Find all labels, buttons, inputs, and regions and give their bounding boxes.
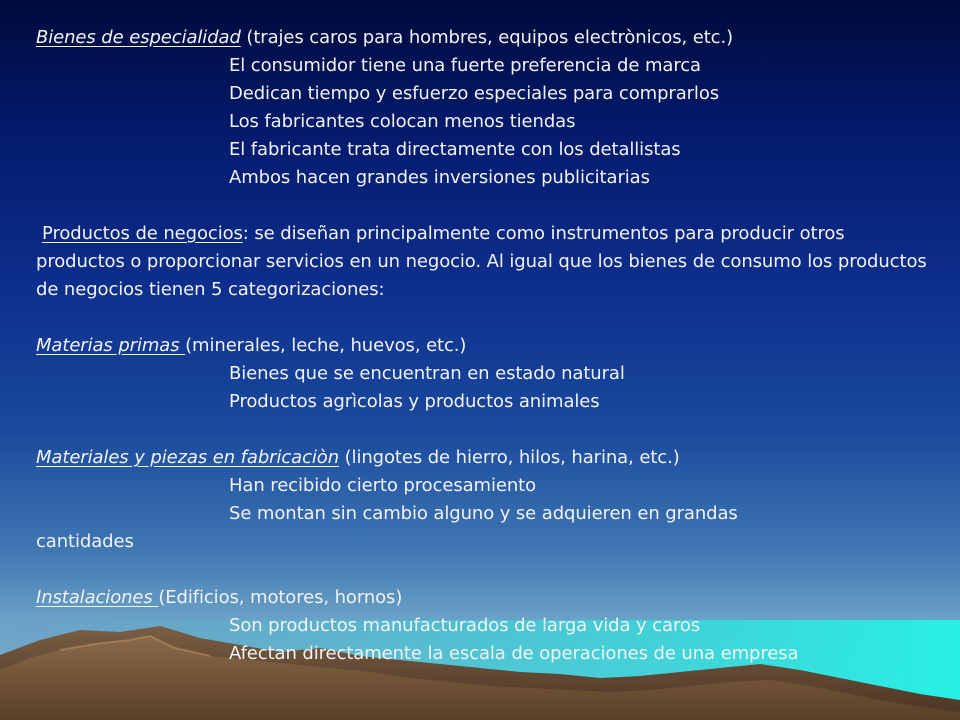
negocios-definition: : se diseñan principalmente como instrumentos para producir otros productos o proporcionar servicios en un negocio. Al igual que los bienes de consumo los productos de negocios tienen 5 categorizaciones: (36, 223, 927, 300)
negocios-term: Productos de negocios (42, 223, 243, 244)
instalaciones-item-2: Afectan directamente la escala de operaciones de una empresa (229, 643, 799, 664)
instalaciones-item-1: Son productos manufacturados de larga vida y caros (229, 615, 701, 636)
especialidad-item-5: Ambos hacen grandes inversiones publicitarias (229, 167, 650, 188)
spacer (36, 416, 936, 444)
slide-content (36, 24, 936, 668)
especialidad-item-3: Los fabricantes colocan menos tiendas (229, 111, 576, 132)
instalaciones-heading (36, 584, 936, 612)
spacer (36, 556, 936, 584)
especialidad-term: Bienes de especialidad (36, 27, 241, 48)
spacer (36, 192, 936, 220)
materias-item-1: Bienes que se encuentran en estado natural (229, 363, 625, 384)
instalaciones-examples: (Edificios, motores, hornos) (158, 587, 403, 608)
materias-item-2: Productos agrìcolas y productos animales (229, 391, 600, 412)
especialidad-item-2: Dedican tiempo y esfuerzo especiales para comprarlos (229, 83, 720, 104)
materiales-term: Materiales y piezas en fabricaciòn (36, 447, 339, 468)
instalaciones-term: Instalaciones (36, 587, 159, 608)
materiales-item-2: Se montan sin cambio alguno y se adquieren en grandas (229, 503, 738, 524)
materiales-item-1: Han recibido cierto procesamiento (229, 475, 537, 496)
negocios-paragraph (36, 220, 936, 304)
especialidad-heading (36, 24, 936, 52)
especialidad-examples: (trajes caros para hombres, equipos electrònicos, etc.) (240, 27, 734, 48)
materias-examples: (minerales, leche, huevos, etc.) (185, 335, 467, 356)
especialidad-item-4: El fabricante trata directamente con los detallistas (229, 139, 681, 160)
materiales-examples: (lingotes de hierro, hilos, harina, etc.) (339, 447, 680, 468)
materiales-item-2-wrap: cantidades (36, 531, 134, 552)
especialidad-item-1: El consumidor tiene una fuerte preferencia de marca (229, 55, 701, 76)
materiales-heading (36, 444, 936, 472)
materias-term: Materias primas (36, 335, 186, 356)
spacer (36, 304, 936, 332)
materias-heading (36, 332, 936, 360)
